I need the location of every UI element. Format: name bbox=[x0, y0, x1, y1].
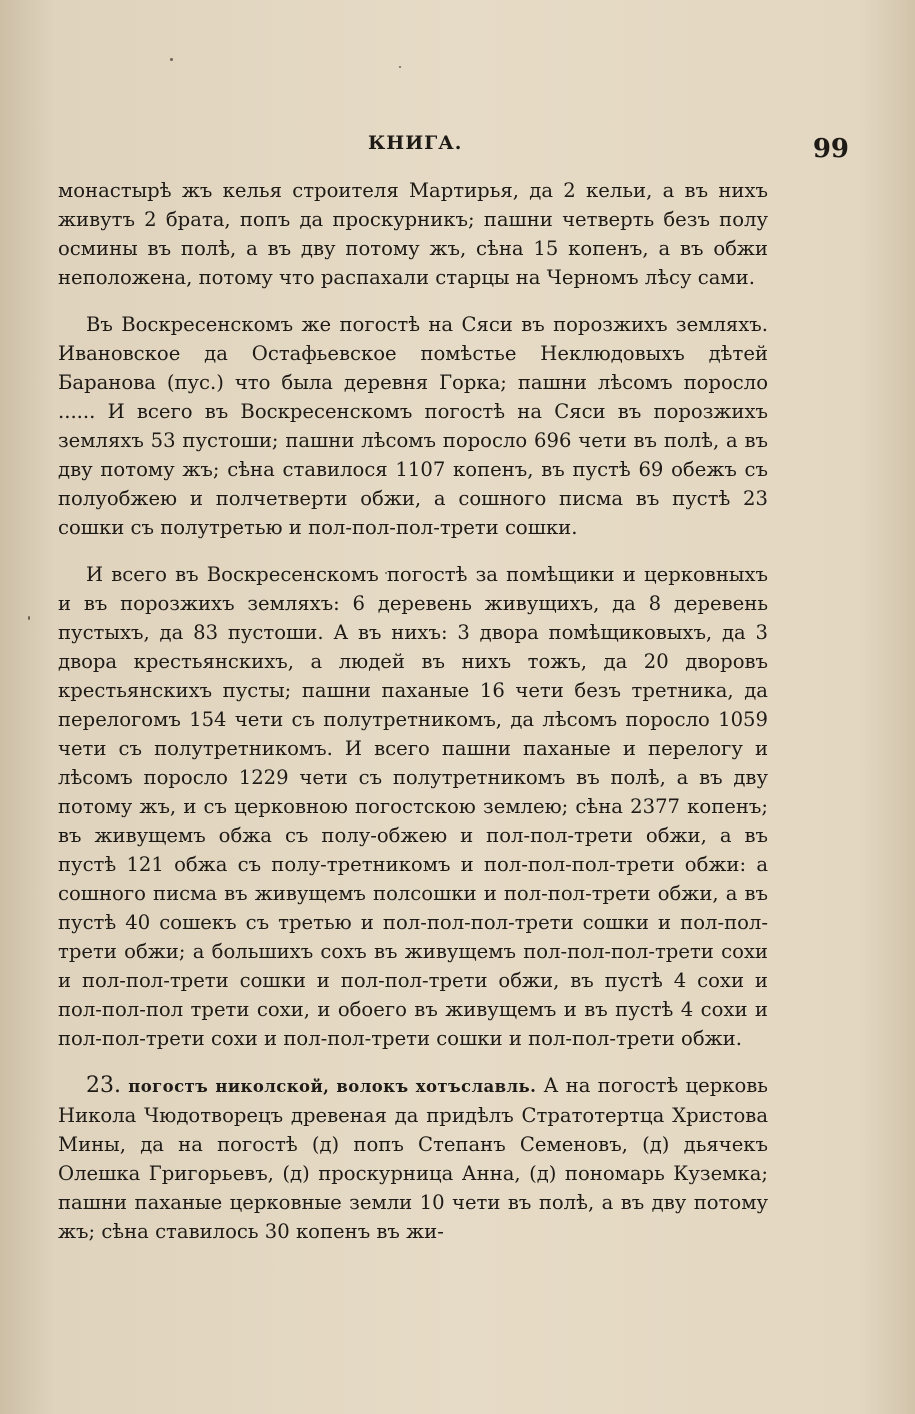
section-23-paragraph bbox=[58, 1071, 768, 1246]
running-title: КНИГА. bbox=[368, 132, 463, 154]
section-number: 23. bbox=[86, 1073, 121, 1098]
ink-speck bbox=[399, 66, 401, 68]
paragraph: И всего въ Воскресенскомъ погостѣ за помѣщики и церковныхъ и въ порозжихъ земляхъ: 6 деревень живущихъ, да 8 деревень пустыхъ, да 83 пустоши. А въ нихъ: 3 двора помѣщиковыхъ, да 3 двора крестьянскихъ, а людей въ нихъ тожъ, да 20 дворовъ крестьянскихъ пусты; пашни паханые 16 чети безъ третника, да перелогомъ 154 чети съ полутретникомъ, да лѣсомъ поросло 1059 чети съ полутретникомъ. И всего пашни паханые и перелогу и лѣсомъ поросло 1229 чети съ полутретникомъ въ полѣ, а въ дву потому жъ, и съ церковною погостскою землею; сѣна 2377 копенъ; въ живущемъ обжа съ полу-обжею и пол-пол-трети обжи, а въ пустѣ 121 обжа съ полу-третникомъ и пол-пол-пол-трети обжи: а сошного писма въ живущемъ полсошки и пол-пол-трети обжи, а въ пустѣ 40 сошекъ съ третью и пол-пол-пол-трети сошки и пол-пол-трети обжи; а большихъ сохъ въ живущемъ пол-пол-пол-трети сохи и пол-пол-трети сошки и пол-пол-трети обжи, въ пустѣ 4 сохи и пол-пол-пол трети сохи, и обоего въ живущемъ и въ пустѣ 4 сохи и пол-пол-трети сохи и пол-пол-трети сошки и пол-пол-трети обжи. bbox=[58, 563, 768, 1050]
body-text bbox=[58, 176, 768, 1264]
paragraph: монастырѣ жъ келья строителя Мартирья, да 2 кельи, а въ нихъ живутъ 2 брата, попъ да проскурникъ; пашни четверть безъ полу осмины въ полѣ, а въ дву потому жъ, сѣна 15 копенъ, а въ обжи неположена, потому что распахали старцы на Черномъ лѣсу сами. bbox=[58, 179, 768, 289]
page-number: 99 bbox=[812, 134, 849, 164]
ink-speck bbox=[170, 58, 173, 61]
page-header bbox=[58, 128, 849, 164]
section-body: А на погостѣ церковь Никола Чюдотворецъ древеная да придѣлъ Стратотертца Христова Мины, да на погостѣ (д) попъ Степанъ Семеновъ, (д) дьячекъ Олешка Григорьевъ, (д) проскурница Анна, (д) пономарь Куземка; пашни паханые церковные земли 10 чети въ полѣ, а въ дву потому жъ; сѣна ставилось 30 копенъ въ жи- bbox=[58, 1074, 768, 1243]
ink-speck bbox=[28, 616, 30, 620]
section-heading: погостъ николской, волокъ хотъславль. bbox=[128, 1077, 537, 1096]
paragraph: Въ Воскресенскомъ же погостѣ на Сяси въ порозжихъ земляхъ. Ивановское да Остафьевское помѣстье Неклюдовыхъ дѣтей Баранова (пус.) что была деревня Горка; пашни лѣсомъ поросло ...... И всего въ Воскресенскомъ погостѣ на Сяси въ порозжихъ земляхъ 53 пустоши; пашни лѣсомъ поросло 696 чети въ полѣ, а въ дву потому жъ; сѣна ставилося 1107 копенъ, въ пустѣ 69 обежъ съ полуобжею и полчетверти обжи, а сошного писма въ пустѣ 23 сошки съ полутретью и пол-пол-пол-трети сошки. bbox=[58, 313, 768, 539]
